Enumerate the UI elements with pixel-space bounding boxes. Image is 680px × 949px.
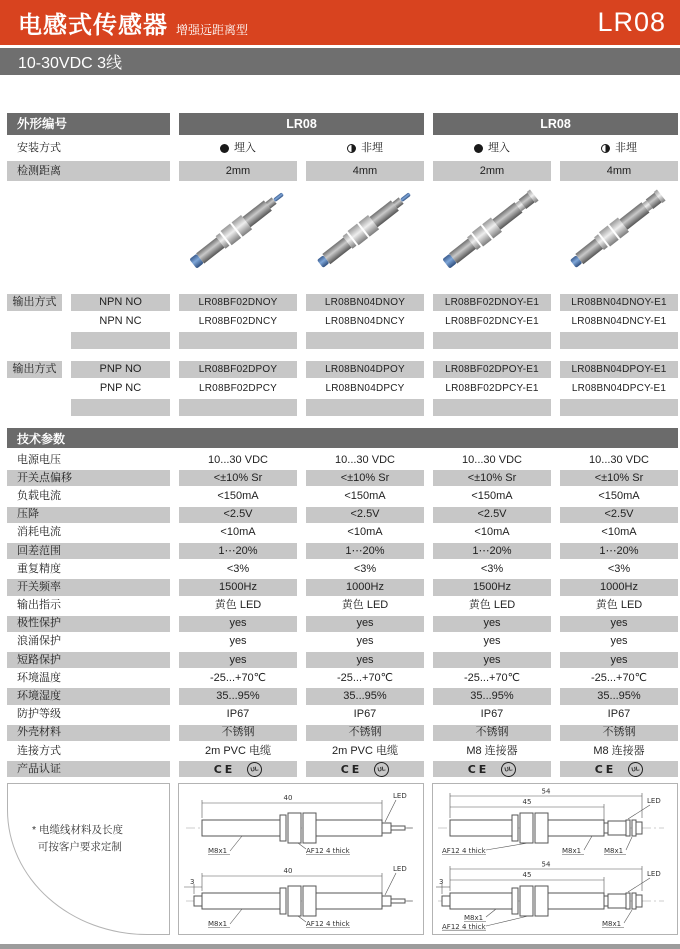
- flush-icon: [220, 144, 229, 153]
- ce-mark-icon: CE: [340, 762, 363, 776]
- spec-value-cell: 35...95%: [560, 688, 678, 704]
- part-number-cell: LR08BN04DPOY: [306, 361, 424, 378]
- sensor-photo-connector-nonflush: [560, 187, 678, 285]
- page-title: 电感式传感器: [18, 12, 168, 39]
- part-number-cell: LR08BN04DPCY-E1: [571, 382, 667, 394]
- spec-row: [7, 616, 678, 632]
- empty-cell: [179, 399, 297, 416]
- spec-value-cell: IP67: [480, 708, 504, 721]
- mount-value: 非埋: [361, 141, 383, 154]
- spec-value-cell: yes: [356, 635, 374, 648]
- svg-text:AF12 4 thick: AF12 4 thick: [306, 920, 350, 929]
- ul-mark-icon: UL: [373, 761, 390, 778]
- spec-value-cell: <2.5V: [179, 507, 297, 523]
- svg-text:3: 3: [439, 878, 444, 887]
- part-number-cell: LR08BF02DNCY: [198, 315, 278, 327]
- selection-table: [7, 113, 678, 288]
- sensor-photo-cable-nonflush: [306, 187, 424, 285]
- svg-text:AF12 4 thick: AF12 4 thick: [306, 847, 350, 856]
- spec-row: [7, 707, 678, 723]
- part-number-cell: LR08BN04DPOY-E1: [560, 361, 678, 378]
- note-line1: 电缆线材料及长度: [39, 824, 124, 837]
- mount-cell: [560, 138, 678, 158]
- certification-cell: [433, 761, 551, 777]
- spec-value-cell: 1500Hz: [433, 579, 551, 595]
- spec-label: 重复精度: [17, 562, 61, 575]
- part-number-cell: LR08BN04DNCY: [325, 315, 405, 327]
- spec-value-cell: <3%: [226, 562, 250, 575]
- svg-text:54: 54: [541, 860, 551, 869]
- spec-row: [7, 470, 678, 486]
- part-number-cell: LR08BF02DPCY: [199, 382, 277, 394]
- part-number-cell: LR08BF02DPCY-E1: [445, 382, 539, 394]
- spec-row: [7, 561, 678, 577]
- spec-value-cell: 35...95%: [433, 688, 551, 704]
- empty-cell: [560, 399, 678, 416]
- spec-value-cell: <2.5V: [306, 507, 424, 523]
- empty-cell: [306, 399, 424, 416]
- spec-label: 产品认证: [7, 761, 170, 777]
- tech-section-header: 技术参数: [7, 428, 678, 448]
- certification-cell: [179, 761, 297, 777]
- spec-label: 环境温度: [17, 671, 61, 684]
- ul-mark-icon: UL: [627, 761, 644, 778]
- series-header-1: LR08: [179, 113, 424, 135]
- svg-text:40: 40: [283, 867, 293, 876]
- spec-value-cell: 10...30 VDC: [589, 453, 649, 466]
- spec-value-cell: IP67: [226, 708, 250, 721]
- spec-value-cell: 黄色 LED: [468, 599, 516, 612]
- drawing-cable-nonflush: [180, 860, 418, 931]
- svg-text:40: 40: [283, 794, 293, 803]
- svg-text:LED: LED: [393, 792, 407, 801]
- mount-type-label: 安装方式: [17, 141, 61, 154]
- spec-row: [7, 525, 678, 541]
- sensor-photo-cable-flush: [179, 187, 297, 285]
- svg-text:M8x1: M8x1: [602, 920, 622, 929]
- spec-value-cell: <3%: [607, 562, 631, 575]
- spec-value-cell: M8 连接器: [593, 744, 645, 757]
- svg-text:M8x1: M8x1: [208, 847, 228, 856]
- spec-row: [7, 743, 678, 759]
- spec-value-cell: M8 连接器: [466, 744, 518, 757]
- tech-parameters-table: [7, 452, 678, 777]
- spec-label: 开关点偏移: [7, 470, 170, 486]
- spec-label: 回差范围: [7, 543, 170, 559]
- spec-value-cell: 35...95%: [306, 688, 424, 704]
- spec-value-cell: 10...30 VDC: [335, 453, 395, 466]
- svg-text:M8x1: M8x1: [208, 920, 228, 929]
- spec-label: 浪涌保护: [17, 635, 61, 648]
- spec-value-cell: 1000Hz: [306, 579, 424, 595]
- distance-value: 4mm: [306, 161, 424, 181]
- footer-bar: [0, 944, 680, 949]
- spec-value-cell: <3%: [480, 562, 504, 575]
- certification-cell: [306, 761, 424, 777]
- part-number-cell: LR08BN04DNOY-E1: [560, 294, 678, 311]
- spec-label: 极性保护: [7, 616, 170, 632]
- header-banner: [0, 0, 680, 45]
- spec-label: 外壳材料: [7, 725, 170, 741]
- spec-value-cell: <±10% Sr: [560, 470, 678, 486]
- output-mode-label: 输出方式: [7, 294, 62, 311]
- spec-value-cell: 2m PVC 电缆: [331, 744, 398, 757]
- spec-value-cell: <150mA: [598, 489, 640, 502]
- spec-value-cell: <±10% Sr: [433, 470, 551, 486]
- dimension-drawings-cable: [178, 783, 424, 935]
- spec-value-cell: 黄色 LED: [595, 599, 643, 612]
- output-type-label: NPN NO: [71, 294, 170, 311]
- part-number-cell: LR08BF02DNOY: [179, 294, 297, 311]
- spec-row: [7, 725, 678, 741]
- empty-cell: [71, 399, 170, 416]
- spec-label: 电源电压: [17, 453, 61, 466]
- spec-row: [7, 670, 678, 686]
- spec-value-cell: <10mA: [474, 526, 510, 539]
- ce-mark-icon: CE: [213, 762, 236, 776]
- spec-value-cell: 不锈钢: [179, 725, 297, 741]
- output-type-label: PNP NC: [99, 382, 142, 394]
- drawing-connector-flush: [434, 787, 672, 858]
- voltage-bar: 10-30VDC 3线: [0, 48, 680, 75]
- svg-text:M8x1: M8x1: [604, 847, 624, 856]
- spec-label: 开关频率: [7, 579, 170, 595]
- cable-note-box: [7, 783, 170, 935]
- spec-value-cell: yes: [306, 616, 424, 632]
- spec-value-cell: 不锈钢: [306, 725, 424, 741]
- spec-value-cell: IP67: [353, 708, 377, 721]
- ce-mark-icon: CE: [467, 762, 490, 776]
- mount-cell: [433, 138, 551, 158]
- spec-value-cell: 1⋯20%: [433, 543, 551, 559]
- part-number-cell: LR08BN04DNCY-E1: [571, 315, 667, 327]
- svg-text:LED: LED: [393, 865, 407, 874]
- spec-value-cell: IP67: [607, 708, 631, 721]
- series-header-2: LR08: [433, 113, 678, 135]
- spec-value-cell: 1500Hz: [179, 579, 297, 595]
- drawing-cable-flush: [180, 787, 418, 858]
- bottom-section: [7, 783, 678, 935]
- mount-cell: [179, 138, 297, 158]
- empty-cell: [560, 332, 678, 349]
- non-flush-icon: [347, 144, 356, 153]
- part-number-cell: LR08BF02DNCY-E1: [445, 315, 539, 327]
- spec-value-cell: 黄色 LED: [214, 599, 262, 612]
- part-number-cell: LR08BF02DPOY: [179, 361, 297, 378]
- spec-label: 环境湿度: [7, 688, 170, 704]
- note-line2: 可按客户要求定制: [37, 841, 122, 854]
- spec-row: [7, 688, 678, 704]
- spec-value-cell: yes: [560, 616, 678, 632]
- spec-label: 压降: [7, 507, 170, 523]
- spec-value-cell: 2m PVC 电缆: [204, 744, 271, 757]
- spec-value-cell: 黄色 LED: [341, 599, 389, 612]
- spec-value-cell: 1⋯20%: [179, 543, 297, 559]
- output-type-label: NPN NC: [99, 315, 142, 327]
- spec-value-cell: yes: [179, 616, 297, 632]
- spec-value-cell: 不锈钢: [560, 725, 678, 741]
- empty-cell: [433, 332, 551, 349]
- part-number-cell: LR08BN04DPCY: [325, 382, 405, 394]
- output-mode-label: 输出方式: [7, 361, 62, 378]
- spec-value-cell: <±10% Sr: [179, 470, 297, 486]
- spec-label: 防护等级: [17, 708, 61, 721]
- distance-value: 2mm: [433, 161, 551, 181]
- spec-value-cell: yes: [483, 635, 501, 648]
- spec-row: [7, 579, 678, 595]
- empty-cell: [179, 332, 297, 349]
- svg-text:45: 45: [522, 798, 532, 807]
- spec-value-cell: <10mA: [220, 526, 256, 539]
- svg-text:LED: LED: [647, 797, 661, 806]
- spec-value-cell: -25...+70℃: [336, 671, 394, 684]
- spec-label: 输出指示: [17, 599, 61, 612]
- spec-label: 负载电流: [17, 489, 61, 502]
- dimension-drawings-connector: [432, 783, 678, 935]
- svg-text:3: 3: [190, 878, 195, 887]
- spec-value-cell: <2.5V: [560, 507, 678, 523]
- output-group: [7, 361, 678, 416]
- svg-text:AF12 4 thick: AF12 4 thick: [442, 923, 486, 932]
- svg-text:M8x1: M8x1: [562, 847, 582, 856]
- spec-value-cell: <±10% Sr: [306, 470, 424, 486]
- spec-value-cell: <10mA: [347, 526, 383, 539]
- cable-note: [32, 822, 123, 856]
- empty-cell: [433, 399, 551, 416]
- mount-value: 非埋: [615, 141, 637, 154]
- sensor-photo-connector-flush: [433, 187, 551, 285]
- spec-value-cell: yes: [179, 652, 297, 668]
- spec-value-cell: <10mA: [601, 526, 637, 539]
- spec-row: [7, 543, 678, 559]
- certification-cell: [560, 761, 678, 777]
- spec-value-cell: -25...+70℃: [463, 671, 521, 684]
- spec-value-cell: <150mA: [217, 489, 259, 502]
- mount-value: 埋入: [234, 141, 256, 154]
- mount-cell: [306, 138, 424, 158]
- part-number-cell: LR08BF02DNOY-E1: [433, 294, 551, 311]
- distance-label: 检测距离: [7, 161, 170, 181]
- spec-row: [7, 598, 678, 614]
- distance-value: 4mm: [560, 161, 678, 181]
- spec-label: 短路保护: [7, 652, 170, 668]
- empty-cell: [71, 332, 170, 349]
- spec-row: [7, 761, 678, 777]
- spec-value-cell: yes: [306, 652, 424, 668]
- spec-value-cell: 不锈钢: [433, 725, 551, 741]
- spec-row: [7, 488, 678, 504]
- model-code: LR08: [597, 7, 666, 37]
- svg-text:45: 45: [522, 871, 532, 880]
- svg-text:M8x1: M8x1: [464, 914, 484, 923]
- empty-cell: [306, 332, 424, 349]
- product-photos-row: [7, 184, 678, 288]
- spec-value-cell: 1⋯20%: [306, 543, 424, 559]
- spec-value-cell: 1⋯20%: [560, 543, 678, 559]
- spec-value-cell: <2.5V: [433, 507, 551, 523]
- part-number-cell: LR08BF02DPOY-E1: [433, 361, 551, 378]
- mount-value: 埋入: [488, 141, 510, 154]
- spec-row: [7, 452, 678, 468]
- spec-row: [7, 652, 678, 668]
- spec-label: 消耗电流: [17, 526, 61, 539]
- svg-text:AF12 4 thick: AF12 4 thick: [442, 847, 486, 856]
- drawing-connector-nonflush: [434, 860, 672, 931]
- spec-value-cell: 10...30 VDC: [462, 453, 522, 466]
- spec-value-cell: yes: [560, 652, 678, 668]
- page-subtitle: 增强远距离型: [176, 23, 249, 37]
- output-group: [7, 294, 678, 349]
- spec-value-cell: yes: [229, 635, 247, 648]
- non-flush-icon: [601, 144, 610, 153]
- spec-row: [7, 634, 678, 650]
- spec-value-cell: yes: [433, 616, 551, 632]
- note-bullet: *: [32, 824, 37, 837]
- spec-value-cell: yes: [610, 635, 628, 648]
- spec-row: [7, 507, 678, 523]
- part-number-cell: LR08BN04DNOY: [306, 294, 424, 311]
- ce-mark-icon: CE: [594, 762, 617, 776]
- spec-label: 连接方式: [17, 744, 61, 757]
- ul-mark-icon: UL: [500, 761, 517, 778]
- spec-value-cell: <150mA: [344, 489, 386, 502]
- spec-value-cell: 1000Hz: [560, 579, 678, 595]
- ul-mark-icon: UL: [246, 761, 263, 778]
- spec-value-cell: -25...+70℃: [590, 671, 648, 684]
- distance-value: 2mm: [179, 161, 297, 181]
- spec-value-cell: yes: [433, 652, 551, 668]
- spec-value-cell: 35...95%: [179, 688, 297, 704]
- svg-text:54: 54: [541, 787, 551, 796]
- spec-value-cell: <150mA: [471, 489, 513, 502]
- shape-number-label: 外形编号: [7, 113, 170, 135]
- flush-icon: [474, 144, 483, 153]
- spec-value-cell: 10...30 VDC: [208, 453, 268, 466]
- svg-text:LED: LED: [647, 870, 661, 879]
- spec-value-cell: -25...+70℃: [209, 671, 267, 684]
- spec-value-cell: <3%: [353, 562, 377, 575]
- output-mode-section: [7, 294, 678, 416]
- output-type-label: PNP NO: [71, 361, 170, 378]
